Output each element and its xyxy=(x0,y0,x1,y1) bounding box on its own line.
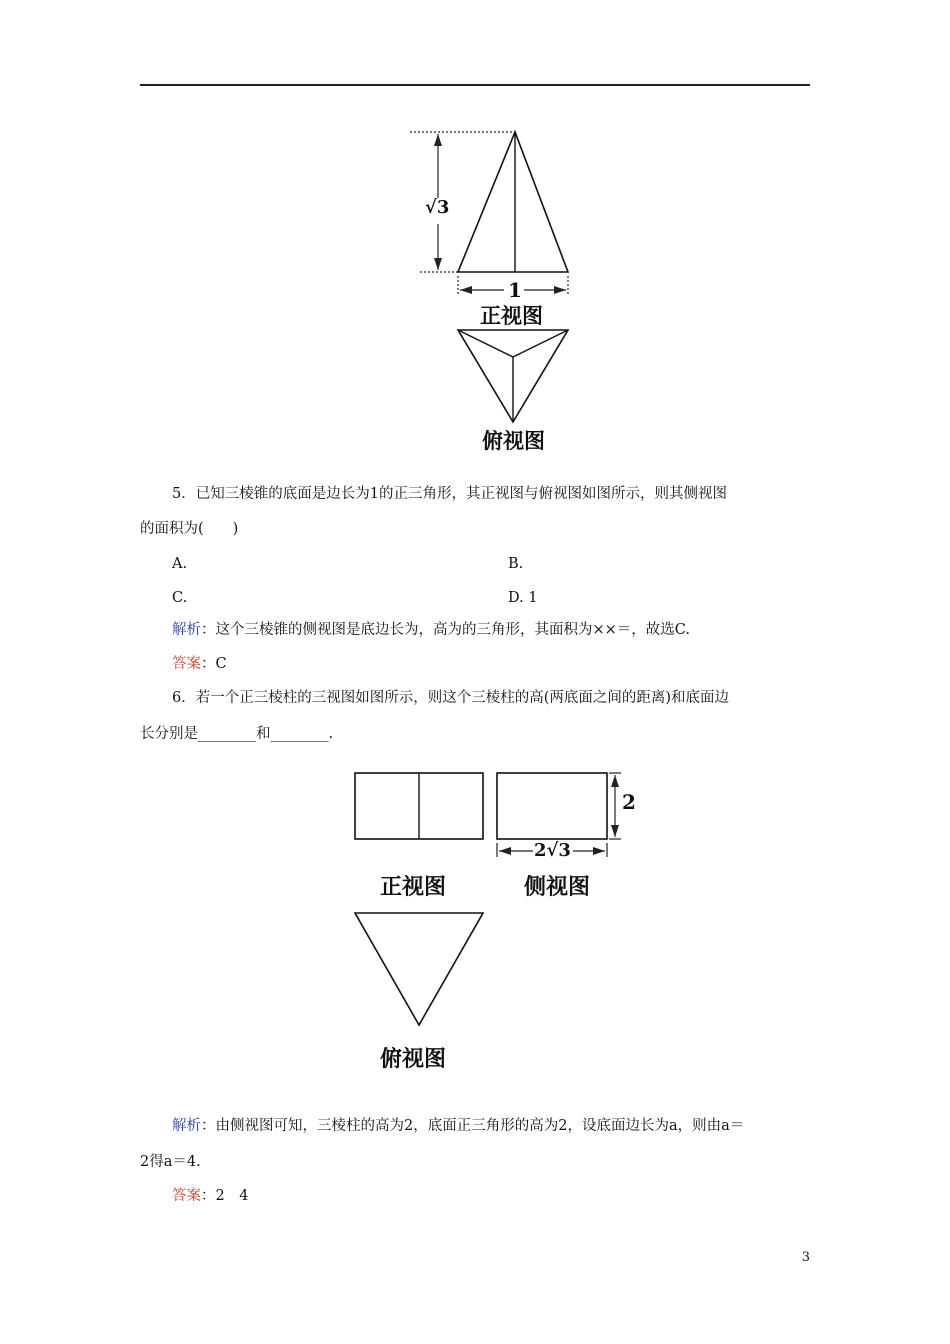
side-height-arrow-bottom xyxy=(611,825,619,837)
fig1-base-label: 1 xyxy=(508,278,522,302)
fig2-height-label: 2 xyxy=(622,790,636,814)
q5-analysis xyxy=(172,620,690,640)
q5-option-b: B. xyxy=(508,556,524,572)
prism-side-view-rect xyxy=(497,773,607,839)
side-base-arrow-left xyxy=(499,847,511,855)
fig2-front-view-caption: 正视图 xyxy=(380,875,447,900)
page-number: 3 xyxy=(801,1250,810,1265)
fig2-base-label: 2√3 xyxy=(534,840,571,861)
fig1-front-view-caption: 正视图 xyxy=(480,304,543,328)
q5-answer-text: ：C xyxy=(201,656,227,672)
base-arrow-right xyxy=(554,286,566,294)
height-arrow-top xyxy=(434,134,442,146)
q5-line-2: 的面积为( ) xyxy=(140,521,239,537)
side-base-arrow-right xyxy=(593,847,605,855)
fig1-height-label: √3 xyxy=(425,197,450,218)
q6-analysis-line-2: 2得a＝4. xyxy=(140,1154,201,1170)
q5-line-1: 5．已知三棱锥的底面是边长为1的正三角形，其正视图与俯视图如图所示，则其侧视图 xyxy=(172,486,727,502)
height-arrow-bottom xyxy=(434,258,442,270)
q5-answer-label: 答案 xyxy=(172,656,201,672)
q6-line-1: 6．若一个正三棱柱的三视图如图所示，则这个三棱柱的高(两底面之间的距离)和底面边 xyxy=(172,690,730,706)
fig2-side-view-caption: 侧视图 xyxy=(524,875,591,900)
q6-analysis-line-1 xyxy=(172,1116,744,1136)
q5-analysis-text: ：这个三棱锥的侧视图是底边长为，高为的三角形，其面积为××＝，故选C. xyxy=(201,622,690,638)
q6-answer xyxy=(172,1186,248,1206)
q5-option-d: D. 1 xyxy=(508,590,538,606)
fig1-top-view-caption: 俯视图 xyxy=(482,429,545,453)
q6-line-2: 长分别是________和________. xyxy=(140,726,334,742)
q5-option-c: C. xyxy=(172,590,188,606)
fig2-top-view-caption: 俯视图 xyxy=(380,1047,447,1072)
q6-analysis-text-1: ：由侧视图可知，三棱柱的高为2，底面正三角形的高为2，设底面边长为a，则由a＝ xyxy=(201,1118,745,1134)
front-view-triangle xyxy=(458,132,568,272)
header-rule xyxy=(140,84,810,86)
figure-pyramid-views xyxy=(400,120,600,455)
q6-analysis-label: 解析 xyxy=(172,1118,201,1134)
q6-answer-label: 答案 xyxy=(172,1188,201,1204)
q6-answer-text: ：2 4 xyxy=(201,1188,249,1204)
prism-top-view-triangle xyxy=(355,913,483,1025)
q5-answer xyxy=(172,654,227,674)
side-height-arrow-top xyxy=(611,775,619,787)
q5-option-a: A. xyxy=(172,556,188,572)
base-arrow-left xyxy=(460,286,472,294)
q5-analysis-label: 解析 xyxy=(172,622,201,638)
